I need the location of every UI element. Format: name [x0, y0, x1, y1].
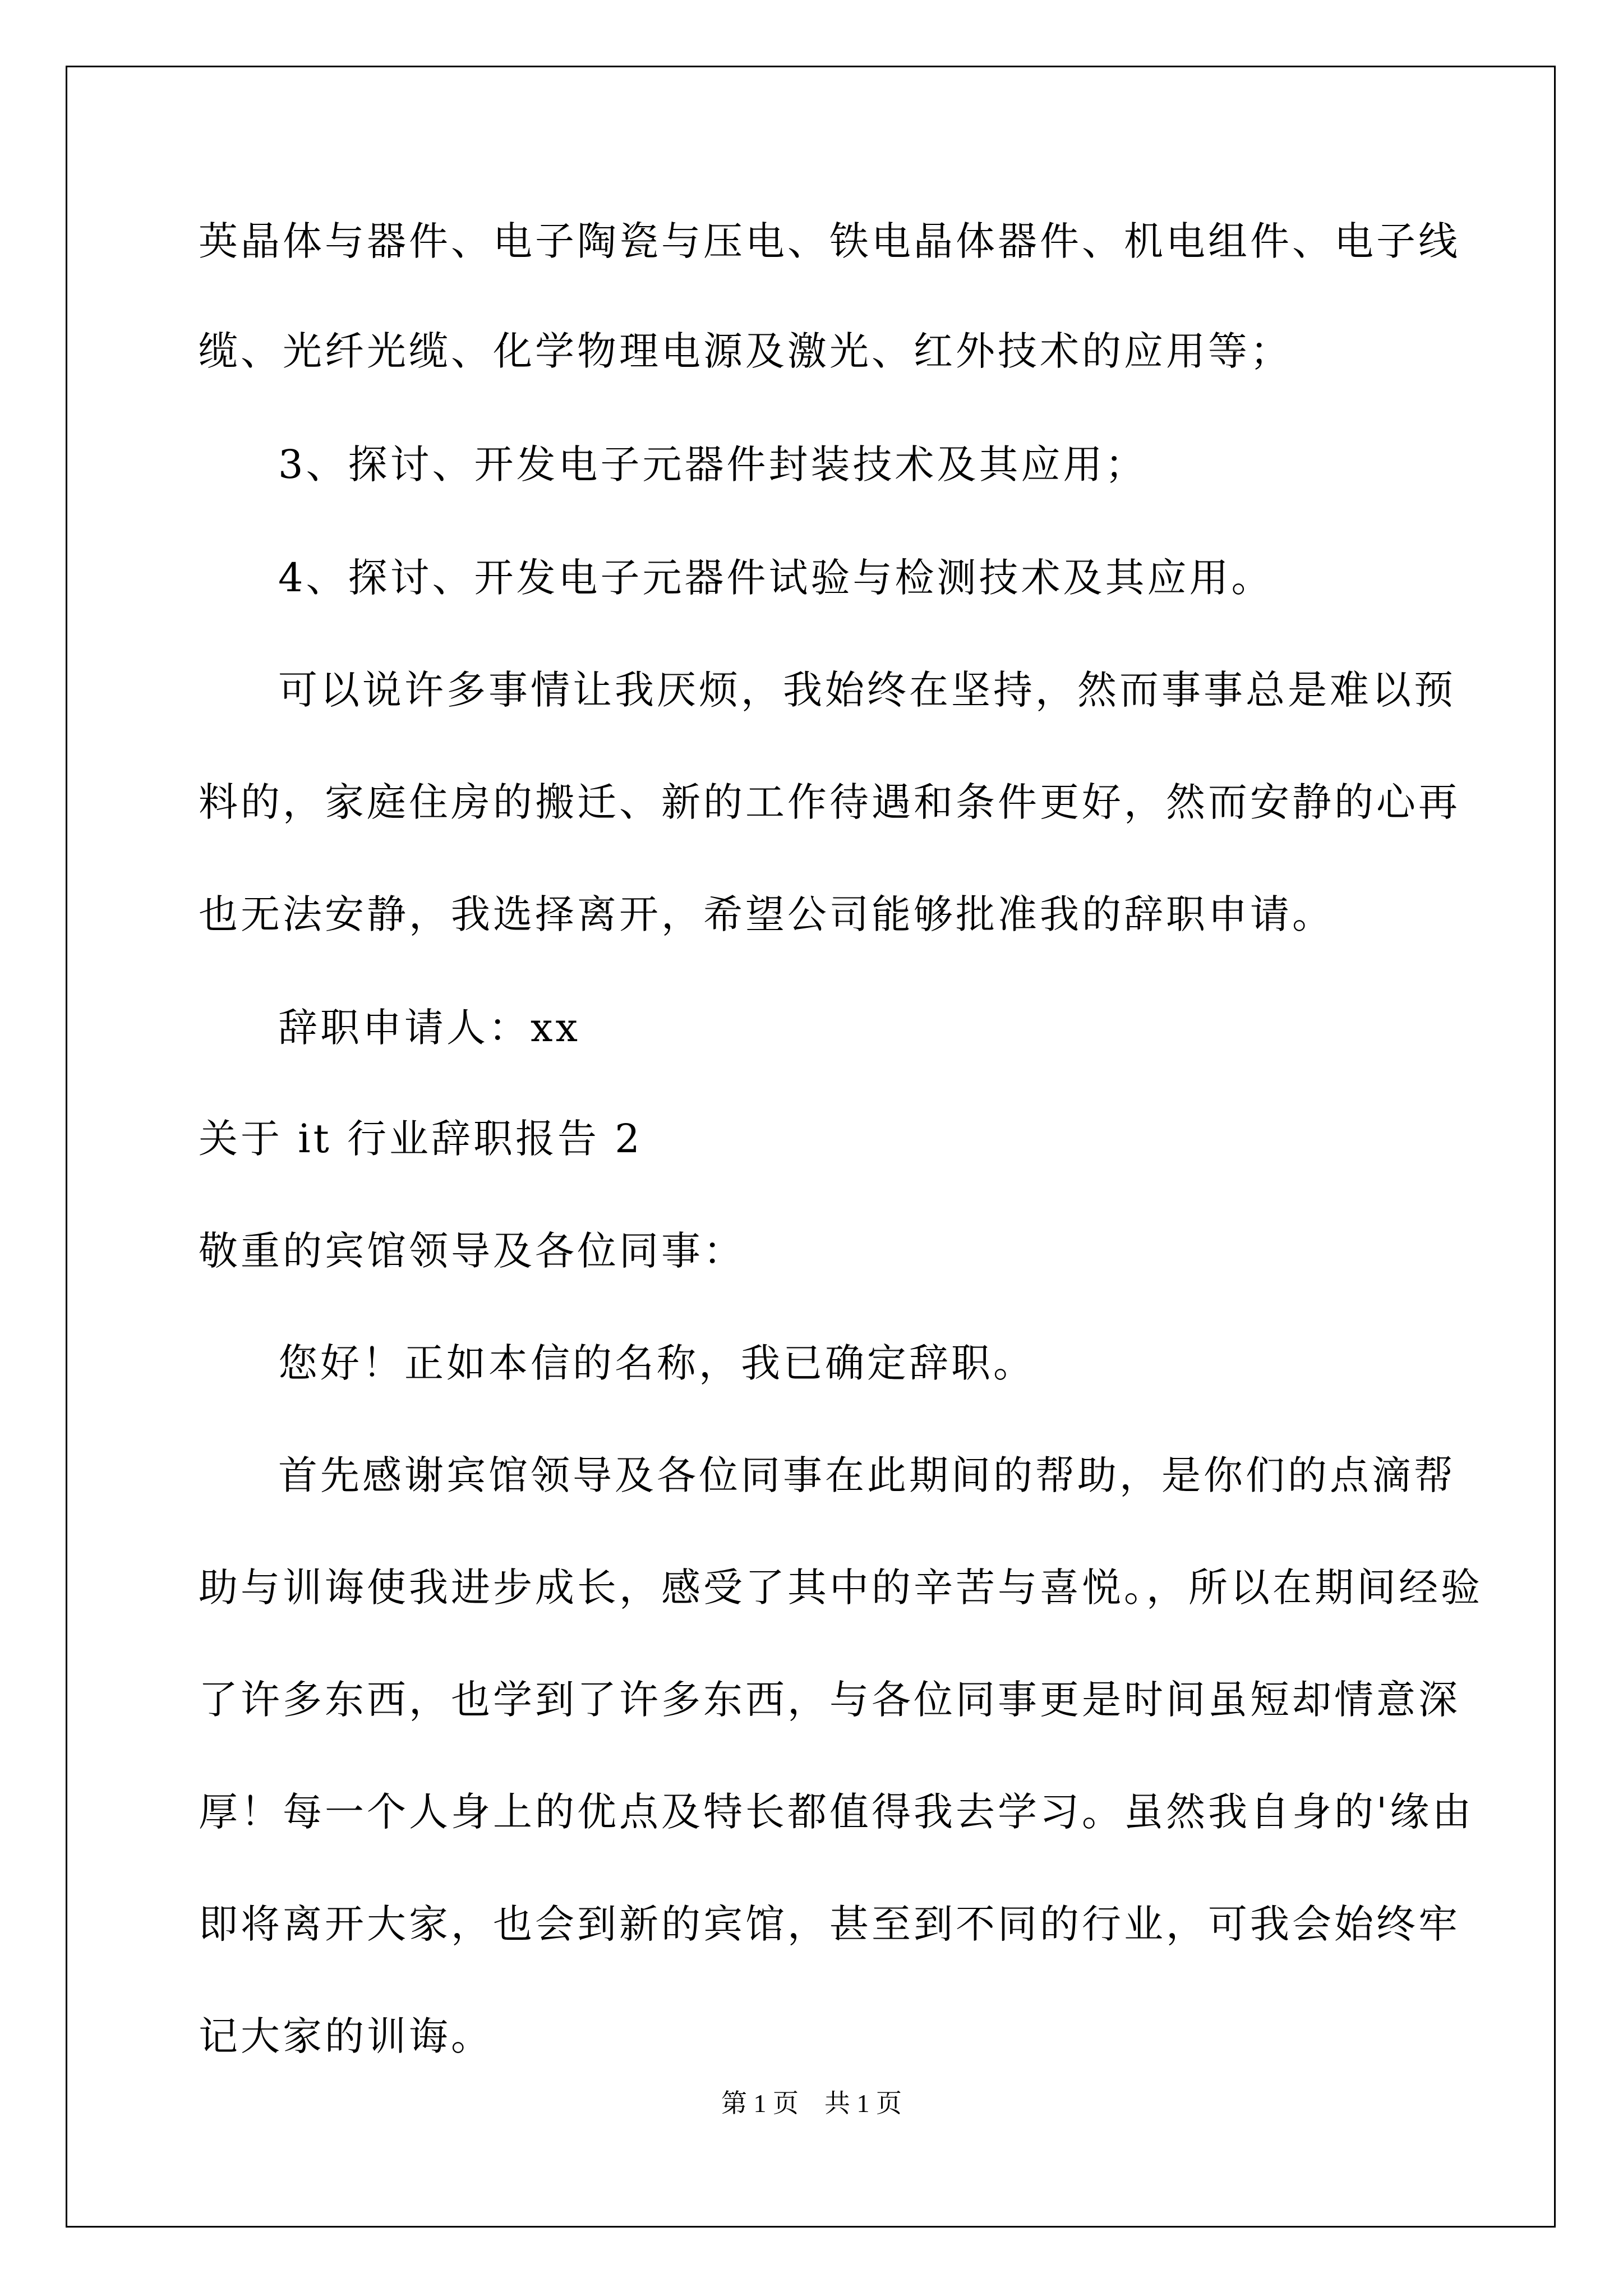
body-line: 料的，家庭住房的搬迁、新的工作待遇和条件更好，然而安静的心再: [199, 779, 1460, 825]
body-line: 缆、光纤光缆、化学物理电源及激光、红外技术的应用等；: [199, 328, 1292, 374]
body-line: 了许多东西，也学到了许多东西，与各位同事更是时间虽短却情意深: [199, 1677, 1460, 1723]
body-line: 厚！每一个人身上的优点及特长都值得我去学习。虽然我自身的'缘由: [199, 1789, 1474, 1835]
body-line: 即将离开大家，也会到新的宾馆，甚至到不同的行业，可我会始终牢: [199, 1901, 1460, 1947]
body-line: 英晶体与器件、电子陶瓷与压电、铁电晶体器件、机电组件、电子线: [199, 218, 1460, 264]
section-title: 关于 it 行业辞职报告 2: [199, 1116, 643, 1162]
body-line: 记大家的训诲。: [199, 2013, 493, 2059]
body-line: 也无法安静，我选择离开，希望公司能够批准我的辞职申请。: [199, 891, 1334, 937]
body-line: 您好！正如本信的名称，我已确定辞职。: [278, 1340, 1035, 1386]
body-line: 首先感谢宾馆领导及各位同事在此期间的帮助，是你们的点滴帮: [278, 1452, 1456, 1498]
page-number: 第 1 页 共 1 页: [721, 2089, 902, 2118]
body-line: 可以说许多事情让我厌烦，我始终在坚持，然而事事总是难以预: [278, 667, 1456, 713]
body-line: 助与训诲使我进步成长，感受了其中的辛苦与喜悦。，所以在期间经验: [199, 1565, 1483, 1611]
list-item: 3、探讨、开发电子元器件封装技术及其应用；: [278, 441, 1147, 487]
signature-line: 辞职申请人：xx: [278, 1005, 580, 1051]
salutation: 敬重的宾馆领导及各位同事：: [199, 1228, 745, 1274]
list-item: 4、探讨、开发电子元器件试验与检测技术及其应用。: [278, 555, 1274, 601]
